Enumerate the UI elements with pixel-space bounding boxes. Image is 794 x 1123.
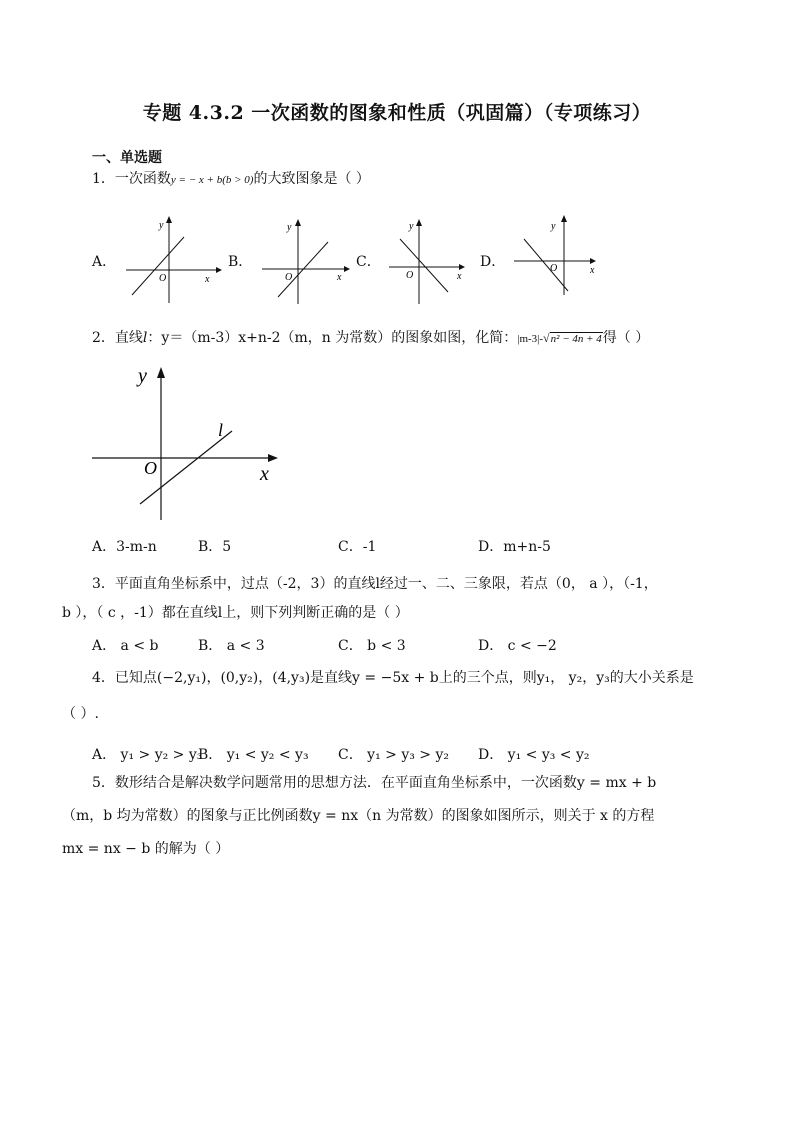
- question-3-line-2: b ），（ c ，-1）都在直线l上，则下列判断正确的是（ ）: [62, 605, 409, 621]
- q2-axis-x-label: x: [260, 463, 269, 485]
- q4-option-a[interactable]: A． y₁ > y₂ > y₃: [92, 747, 203, 763]
- axis-x-label: x: [457, 271, 462, 282]
- q2-line-label: l: [218, 420, 224, 440]
- q1-number: 1．一次函数: [92, 171, 171, 187]
- question-1: [92, 169, 370, 190]
- q4-option-b[interactable]: B． y₁ < y₂ < y₃: [198, 747, 309, 763]
- q2-abs: |m-3|-: [517, 333, 544, 345]
- q2-axis-y-label: y: [138, 365, 147, 387]
- section-heading: 一、单选题: [92, 150, 162, 166]
- q1-tail: 的大致图象是（ ）: [253, 171, 370, 187]
- axis-y-label: y: [409, 221, 414, 232]
- q2-option-b[interactable]: B．5: [198, 539, 232, 555]
- question-2: 2．直线l：y＝（m-3）x+n-2（m，n 为常数）的图象如图，化简：|m-3|-√n² − 4n + 4得（ ）: [92, 330, 650, 346]
- axis-y-label: y: [159, 220, 164, 231]
- axis-x-label: x: [337, 272, 342, 283]
- q2-prefix: 2．直线: [92, 330, 143, 346]
- question-4-line-2: （ ）.: [62, 706, 99, 722]
- axis-x-label: x: [590, 265, 595, 276]
- q2-option-c[interactable]: C．-1: [338, 539, 377, 555]
- q1-formula: y = − x + b(b > 0): [170, 174, 254, 186]
- origin-label: O: [159, 273, 167, 284]
- q1-graph-b: [258, 217, 358, 309]
- q2-line-name: l: [142, 330, 148, 346]
- q1-option-a[interactable]: A．: [92, 254, 117, 270]
- question-5-line-2: （m，b 均为常数）的图象与正比例函数y = nx（n 为常数）的图象如图所示，则关于 x 的方程: [62, 808, 655, 824]
- origin-label: O: [285, 272, 293, 283]
- q2-sqrt: n² − 4n + 4: [550, 333, 602, 345]
- q3-option-c[interactable]: C． b < 3: [338, 638, 406, 654]
- question-4-line-1: 4．已知点(−2,y₁)，(0,y₂)，(4,y₃)是直线y = −5x + b上的三个点，则y₁， y₂，y₃的大小关系是: [92, 670, 694, 686]
- origin-label: O: [406, 270, 414, 281]
- axis-x-label: x: [205, 274, 210, 285]
- page-title: 专题 4.3.2 一次函数的图象和性质（巩固篇）（专项练习）: [142, 102, 652, 124]
- q3-option-b[interactable]: B． a < 3: [198, 638, 265, 654]
- question-5-line-1: 5．数形结合是解决数学问题常用的思想方法．在平面直角坐标系中，一次函数y = mx + b: [92, 775, 657, 791]
- q1-graph-d: [510, 213, 602, 303]
- q2-option-a[interactable]: A．3-m-n: [92, 539, 157, 555]
- q2-origin-label: O: [144, 458, 157, 478]
- origin-label: O: [550, 263, 558, 274]
- q1-graph-c: [385, 217, 475, 309]
- q4-option-c[interactable]: C． y₁ > y₃ > y₂: [338, 747, 449, 763]
- q1-option-c[interactable]: C．: [356, 254, 381, 270]
- q3-option-a[interactable]: A． a < b: [92, 638, 159, 654]
- question-3-line-1: 3．平面直角坐标系中，过点（-2，3）的直线l经过一、二、三象限，若点（0， a ），（-1，: [92, 576, 658, 592]
- q2-colon: ：: [147, 330, 162, 346]
- q2-figure: [90, 360, 290, 530]
- q2-option-d[interactable]: D．m+n-5: [478, 539, 551, 555]
- axis-y-label: y: [287, 222, 292, 233]
- q1-option-d[interactable]: D．: [480, 254, 506, 270]
- axis-y-label: y: [551, 221, 556, 232]
- q4-option-d[interactable]: D． y₁ < y₃ < y₂: [478, 747, 590, 763]
- q1-option-b[interactable]: B．: [228, 254, 253, 270]
- q1-graph-a: [120, 215, 220, 307]
- q2-equation: y＝（m-3）x+n-2（m，n 为常数）的图象如图，化简：: [161, 330, 518, 346]
- q3-option-d[interactable]: D． c < −2: [478, 638, 557, 654]
- question-5-line-3: mx = nx − b 的解为（ ）: [62, 841, 230, 857]
- q2-tail: 得（ ）: [602, 330, 650, 346]
